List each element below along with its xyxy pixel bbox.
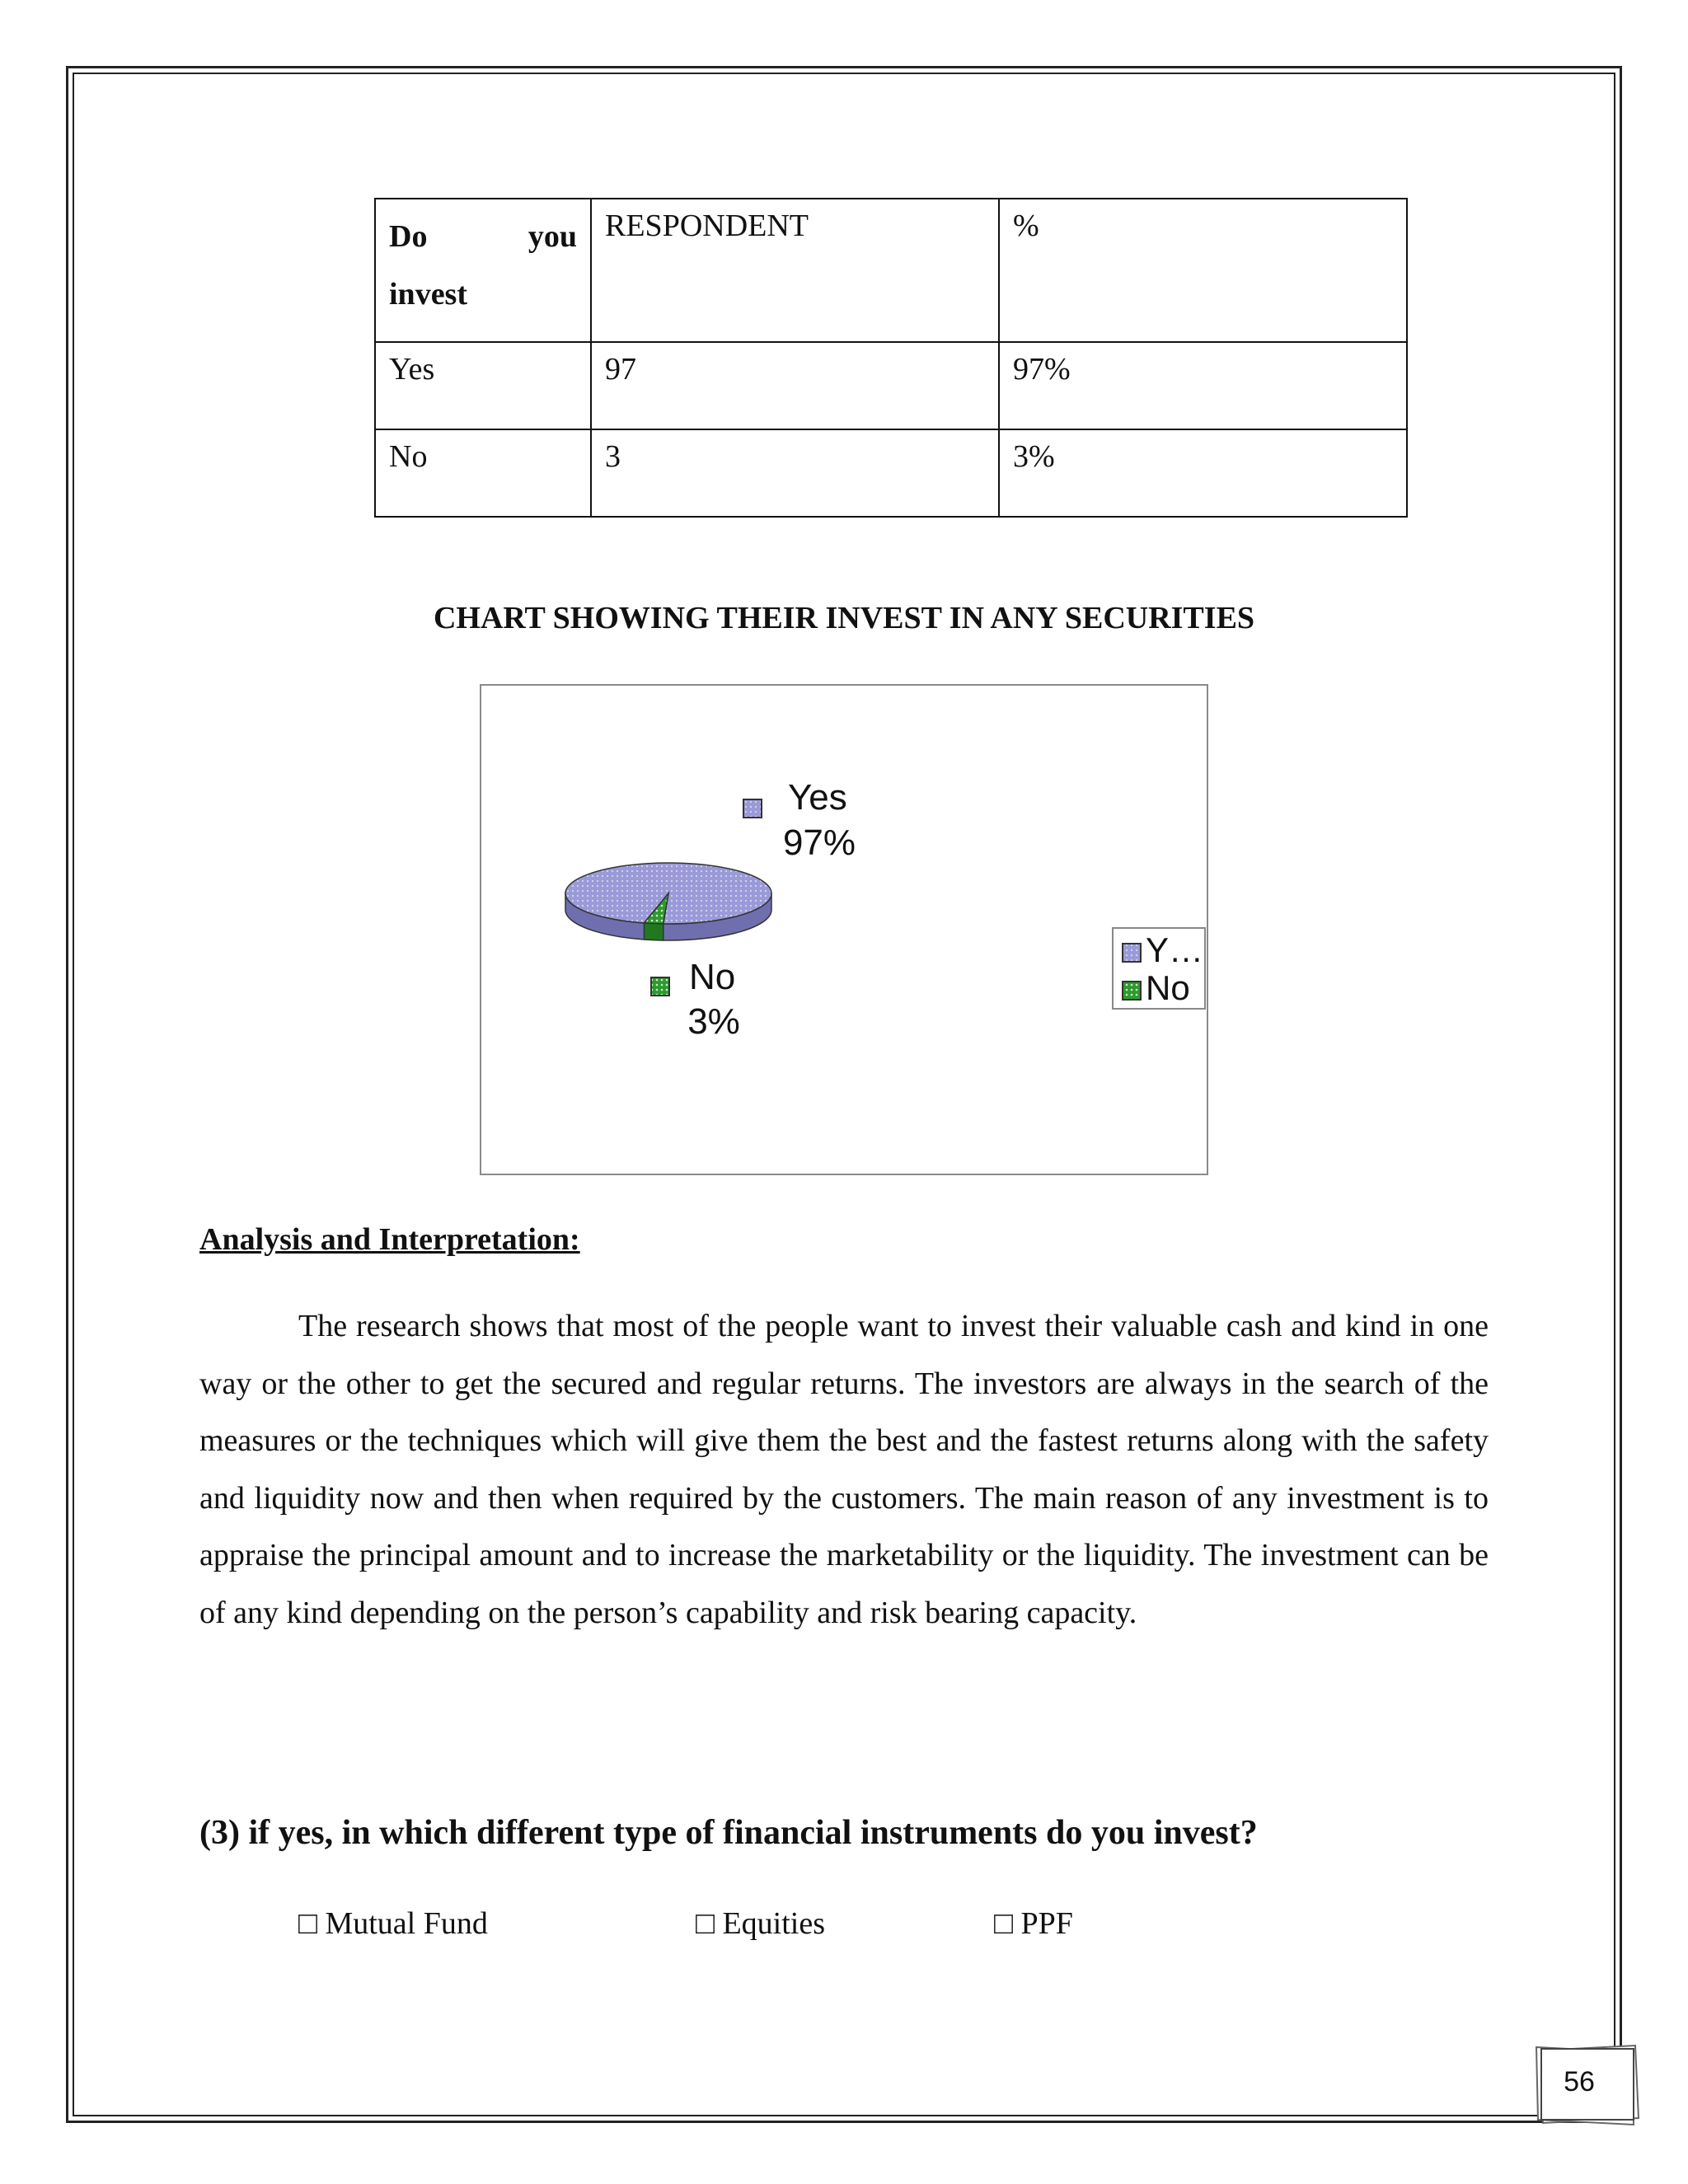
data-label-category: No	[689, 957, 736, 997]
data-label-percent: 97%	[782, 823, 856, 863]
data-label-percent: 3%	[687, 1001, 740, 1042]
table-row	[375, 342, 1407, 429]
analysis-paragraph: The research shows that most of the people want to invest their valuable cash and kind in one way or the other to get the secured and regular returns. The investors are always in the search of the measures or the techniques which will give them the best and the fastest returns along with the safety and liquidity now and then when required by the customers. The main reason of any investment is to appraise the principal amount and to increase the marketability or the liquidity. The investment can be of any kind depending on the person’s capability and risk bearing capacity.	[199, 1309, 1489, 1630]
header-cell-respondent: RESPONDENT	[591, 199, 999, 342]
header-word: you	[528, 219, 577, 254]
table-row	[375, 429, 1407, 517]
table-cell: 3%	[999, 429, 1407, 517]
table-cell: 3	[591, 429, 999, 517]
pie-chart-svg	[481, 686, 1210, 1177]
legend-label: Y…	[1146, 930, 1204, 969]
table-cell: 97	[591, 342, 999, 429]
table-cell: No	[375, 429, 591, 517]
chart-title: CHART SHOWING THEIR INVEST IN ANY SECURITIES	[433, 601, 1255, 635]
option-mutual-fund: □ Mutual Fund	[298, 1906, 488, 1941]
data-label-swatch	[651, 977, 669, 996]
header-word: Do	[389, 219, 428, 254]
option-ppf: □ PPF	[994, 1906, 1073, 1941]
response-table	[374, 198, 1408, 518]
header-word: invest	[389, 277, 467, 312]
legend	[1113, 928, 1205, 1009]
header-cell-percent: %	[999, 199, 1407, 342]
data-label-swatch	[743, 799, 762, 818]
table-header-row	[375, 199, 1407, 342]
header-cell-question	[375, 199, 591, 342]
survey-question: (3) if yes, in which different type of financial instruments do you invest?	[199, 1814, 1258, 1852]
data-label-category: Yes	[788, 777, 847, 818]
page-number: 56	[1564, 2065, 1595, 2097]
legend-label: No	[1146, 968, 1190, 1007]
table-cell: Yes	[375, 342, 591, 429]
legend-swatch	[1123, 982, 1141, 1000]
pie-slice-side-no	[644, 923, 663, 940]
table-cell: 97%	[999, 342, 1407, 429]
option-equities: □ Equities	[696, 1906, 825, 1941]
pie-slices	[565, 863, 771, 940]
pie-chart	[480, 684, 1208, 1175]
legend-swatch	[1123, 944, 1141, 962]
analysis-heading: Analysis and Interpretation:	[199, 1222, 580, 1257]
